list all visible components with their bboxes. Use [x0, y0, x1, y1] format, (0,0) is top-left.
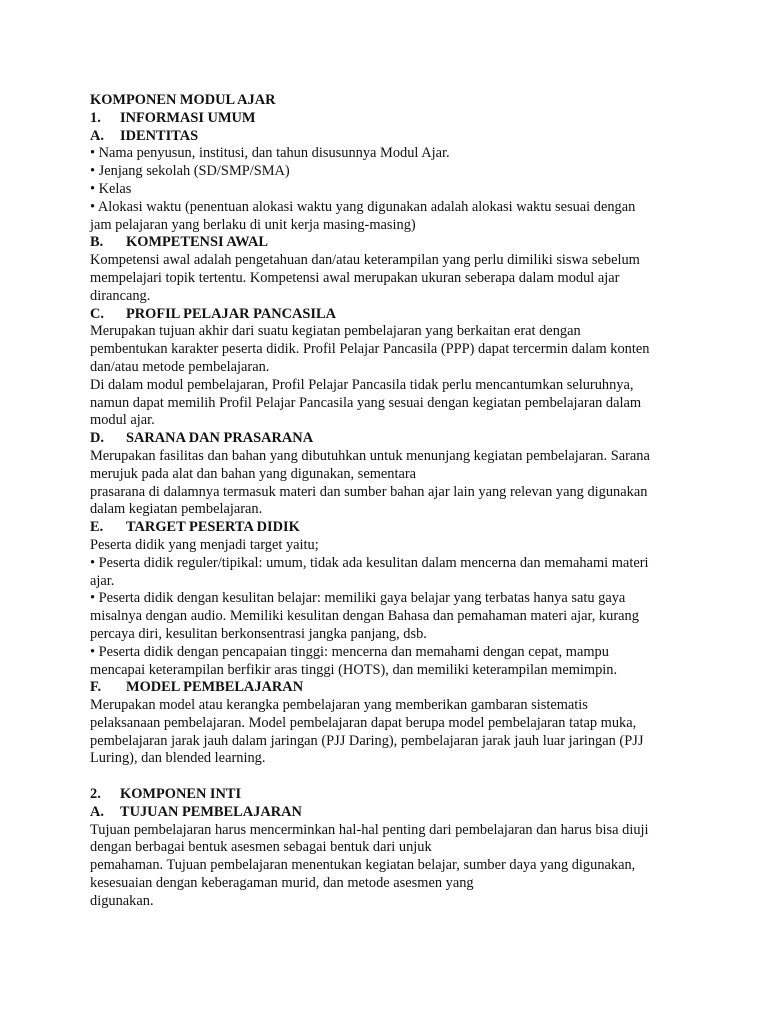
paragraph-line: Merupakan tujuan akhir dari suatu kegiatan pembelajaran yang berkaitan erat dengan	[90, 323, 581, 340]
bullet-item: • Kelas	[90, 180, 132, 197]
paragraph-line: Di dalam modul pembelajaran, Profil Pelajar Pancasila tidak perlu mencantumkan seluruhnya,	[90, 376, 634, 393]
bullet-item: • Peserta didik dengan kesulitan belajar: memiliki gaya belajar yang terbatas hanya satu gaya	[90, 590, 626, 607]
subsection-heading-tujuan-pembelajaran	[90, 804, 690, 822]
subsection-heading-kompetensi-awal	[90, 234, 690, 252]
paragraph-line: pembentukan karakter peserta didik. Profil Pelajar Pancasila (PPP) dapat tercermin dalam konten	[90, 341, 650, 358]
section-heading-komponen-inti	[90, 786, 690, 804]
subsection-letter: E.	[90, 519, 104, 536]
subsection-label: IDENTITAS	[120, 127, 199, 144]
paragraph-line: Merupakan fasilitas dan bahan yang dibutuhkan untuk menunjang kegiatan pembelajaran. Sarana	[90, 447, 650, 464]
section-label: KOMPONEN INTI	[120, 786, 242, 803]
paragraph-line: dalam kegiatan pembelajaran.	[90, 501, 263, 518]
subsection-heading-sarana-dan-prasarana	[90, 430, 690, 448]
paragraph-line: Merupakan model atau kerangka pembelajaran yang memberikan gambaran sistematis	[90, 697, 588, 714]
paragraph-line: prasarana di dalamnya termasuk materi dan sumber bahan ajar lain yang relevan yang digunakan	[90, 483, 648, 500]
paragraph-line: dirancang.	[90, 287, 151, 304]
bullet-item: • Nama penyusun, institusi, dan tahun disusunnya Modul Ajar.	[90, 145, 450, 162]
subsection-letter: F.	[90, 679, 102, 696]
bullet-item-continuation: jam pelajaran yang berlaku di unit kerja masing-masing)	[90, 216, 416, 233]
paragraph-line: pelaksanaan pembelajaran. Model pembelajaran dapat berupa model pembelajaran tatap muka,	[90, 714, 637, 731]
bullet-item-continuation: ajar.	[90, 572, 115, 589]
section-label: INFORMASI UMUM	[120, 109, 256, 126]
paragraph-line: dan/atau metode pembelajaran.	[90, 358, 270, 375]
bullet-item: • Peserta didik reguler/tipikal: umum, tidak ada kesulitan dalam mencerna dan memahami materi	[90, 554, 649, 571]
document-title: KOMPONEN MODUL AJAR	[90, 92, 276, 108]
paragraph-line: pemahaman. Tujuan pembelajaran menentukan kegiatan belajar, sumber daya yang digunakan,	[90, 857, 636, 874]
subsection-letter: A.	[90, 127, 104, 144]
subsection-label: MODEL PEMBELAJARAN	[126, 679, 304, 696]
paragraph-line: Tujuan pembelajaran harus mencerminkan hal-hal penting dari pembelajaran dan harus bisa diuji	[90, 821, 649, 838]
subsection-label: SARANA DAN PRASARANA	[126, 430, 314, 447]
subsection-label: TARGET PESERTA DIDIK	[126, 519, 300, 536]
paragraph-line: Luring), dan blended learning.	[90, 750, 266, 767]
paragraph-line: digunakan.	[90, 892, 154, 909]
subsection-letter: D.	[90, 430, 104, 447]
subsection-heading-model-pembelajaran	[90, 679, 690, 697]
paragraph-line: kesesuaian dengan keberagaman murid, dan metode asesmen yang	[90, 875, 474, 892]
section-number: 1.	[90, 109, 101, 126]
subsection-letter: C.	[90, 305, 104, 322]
bullet-item-continuation: mencapai keterampilan berfikir aras tinggi (HOTS), dan memiliki keterampilan memimpin.	[90, 661, 618, 678]
paragraph-line: Peserta didik yang menjadi target yaitu;	[90, 536, 319, 553]
paragraph-line: Kompetensi awal adalah pengetahuan dan/atau keterampilan yang perlu dimiliki siswa sebelum	[90, 252, 640, 269]
blank-line	[90, 768, 690, 786]
paragraph-line: mempelajari topik tertentu. Kompetensi awal merupakan ukuran seberapa dalam modul ajar	[90, 269, 620, 286]
paragraph-line: pembelajaran jarak jauh dalam jaringan (PJJ Daring), pembelajaran jarak jauh luar jaringan (PJJ	[90, 732, 644, 749]
subsection-letter: B.	[90, 234, 104, 251]
subsection-heading-profil-pelajar-pancasila	[90, 306, 690, 324]
subsection-heading-target-peserta-didik	[90, 519, 690, 537]
subsection-letter: A.	[90, 803, 104, 820]
section-heading-informasi-umum	[90, 110, 690, 128]
document-page	[90, 92, 690, 911]
subsection-label: KOMPETENSI AWAL	[126, 234, 268, 251]
paragraph-line: namun dapat memilih Profil Pelajar Pancasila yang sesuai dengan kegiatan pembelajaran dalam	[90, 394, 642, 411]
subsection-heading-identitas	[90, 128, 690, 146]
subsection-label: TUJUAN PEMBELAJARAN	[120, 803, 302, 820]
bullet-item: • Alokasi waktu (penentuan alokasi waktu yang digunakan adalah alokasi waktu sesuai dengan	[90, 198, 636, 215]
bullet-item: • Jenjang sekolah (SD/SMP/SMA)	[90, 163, 290, 180]
bullet-item: • Peserta didik dengan pencapaian tinggi: mencerna dan memahami dengan cepat, mampu	[90, 643, 609, 660]
bullet-item-continuation: misalnya dengan audio. Memiliki kesulitan dengan Bahasa dan pemahaman materi ajar, kurang	[90, 608, 639, 625]
subsection-label: PROFIL PELAJAR PANCASILA	[126, 305, 337, 322]
bullet-item-continuation: percaya diri, kesulitan berkonsentrasi jangka panjang, dsb.	[90, 625, 427, 642]
paragraph-line: merujuk pada alat dan bahan yang digunakan, sementara	[90, 465, 417, 482]
paragraph-line: modul ajar.	[90, 412, 155, 429]
paragraph-line: dengan berbagai bentuk asesmen sebagai bentuk dari unjuk	[90, 839, 432, 856]
section-number: 2.	[90, 786, 101, 803]
